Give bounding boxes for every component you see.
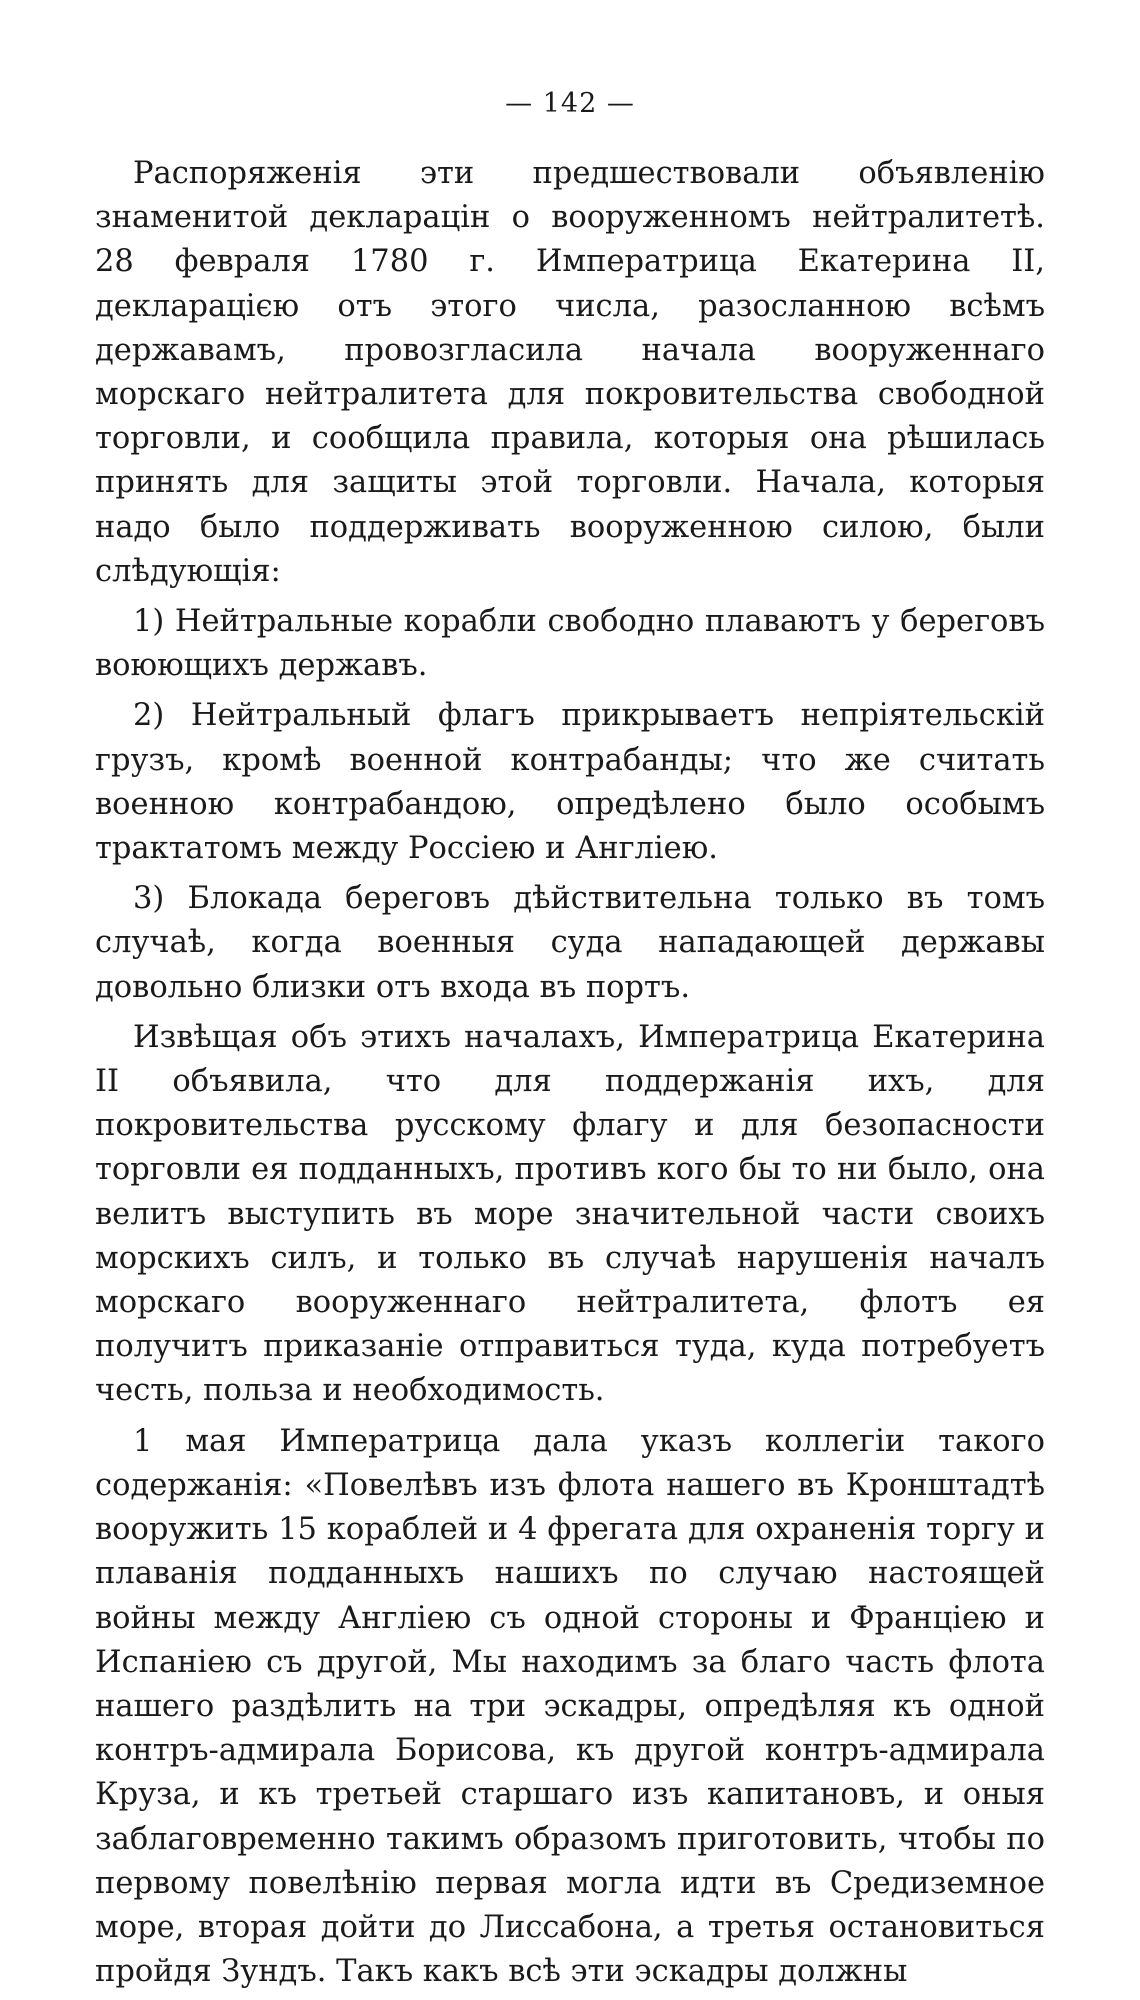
paragraph-principle-1: 1) Нейтральные корабли свободно плаваютъ у береговъ воюющихъ державъ.: [95, 604, 1045, 684]
paragraph-intro: Распоряженія эти предшествовали объявленію знаменитой декларацін о вооруженномъ нейтралитетѣ. 28 февраля 1780 г. Императрица Екатерина II, декларацією отъ этого числа, разосланною всѣмъ державамъ, провозгласила начала вооруженнаго морскаго нейтралитета для покровительства свободной торговли, и сообщила правила, которыя она рѣшилась принять для защиты этой торговли. Начала, которыя надо было поддерживать вооруженною силою, были слѣдующія:: [95, 156, 1045, 589]
paragraph-announcement: Извѣщая объ этихъ началахъ, Императрица Екатерина II объявила, что для поддержанія ихъ, для покровительства русскому флагу и для безопасности торговли ея подданныхъ, противъ кого бы то ни было, она велитъ выступить въ море значительной части своихъ морскихъ силъ, и только въ случаѣ нарушенія началъ морскаго вооруженнаго нейтралитета, флотъ ея получитъ приказаніе отправиться туда, куда потребуетъ честь, польза и необходимость.: [95, 1019, 1045, 1409]
paragraph-principle-2: 2) Нейтральный флагъ прикрываетъ непріятельскій грузъ, кромѣ военной контрабанды; что же считать военною контрабандою, опредѣлено было особымъ трактатомъ между Россіею и Англіею.: [95, 698, 1045, 867]
paragraph-principle-3: 3) Блокада береговъ дѣйствительна только въ томъ случаѣ, когда военныя суда нападающей державы довольно близки отъ входа въ портъ.: [95, 881, 1045, 1005]
text-body: [95, 152, 1045, 2000]
page-number: — 142 —: [505, 88, 635, 119]
paragraph-decree: 1 мая Императрица дала указъ коллегіи такого содержанія: «Повелѣвъ изъ флота нашего въ Кронштадтѣ вооружить 15 кораблей и 4 фрегата для охраненія торгу и плаванія подданныхъ нашихъ по случаю настоящей войны между Англіею съ одной стороны и Франціею и Испаніею съ другой, Мы находимъ за благо часть флота нашего раздѣлить на три эскадры, опредѣляя къ одной контръ-адмирала Борисова, къ другой контръ-адмирала Круза, и къ третьей старшаго изъ капитановъ, и оныя заблаговременно такимъ образомъ приготовить, чтобы по первому повелѣнію первая могла идти въ Средиземное море, вторая дойти до Лиссабона, а третья остановиться пройдя Зундъ. Такъ какъ всѣ эти эскадры должны: [95, 1423, 1045, 1990]
